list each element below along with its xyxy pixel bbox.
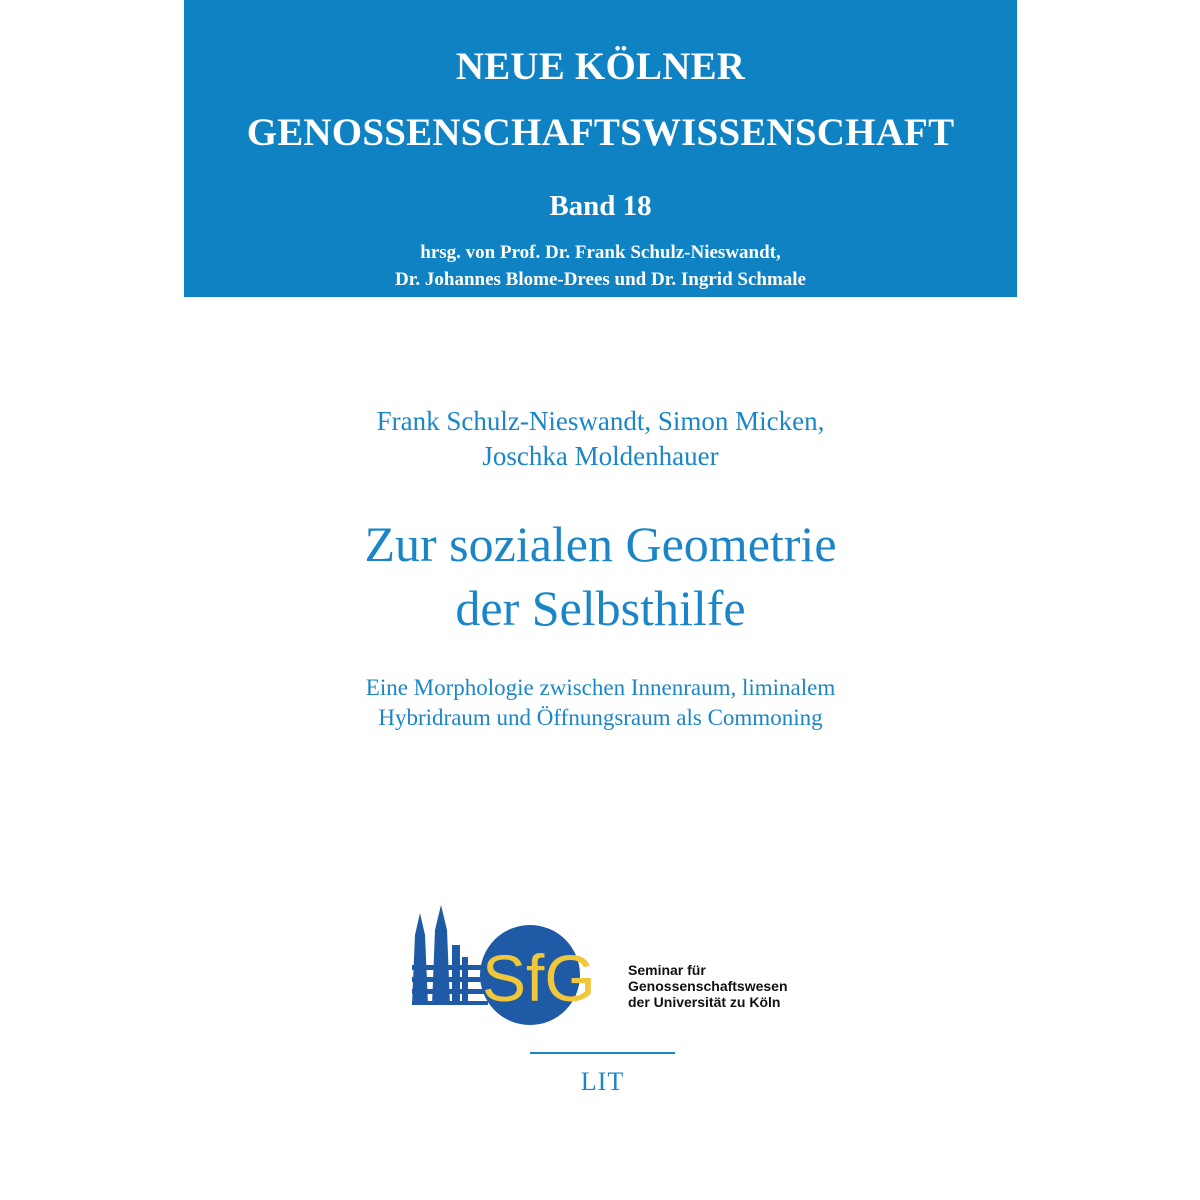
- series-banner: [184, 0, 1017, 297]
- sfg-mark: SfG: [482, 941, 596, 1015]
- editors-line-1: hrsg. von Prof. Dr. Frank Schulz-Nieswandt,: [420, 242, 781, 263]
- seminar-line-3: der Universität zu Köln: [628, 994, 781, 1010]
- book-subtitle: [184, 673, 1017, 733]
- subtitle-line-1: Eine Morphologie zwischen Innenraum, liminalem: [365, 675, 836, 700]
- editors-line-2: Dr. Johannes Blome-Drees und Dr. Ingrid Schmale: [394, 269, 806, 290]
- authors: [184, 404, 1017, 474]
- title-line-2: der Selbsthilfe: [455, 580, 746, 636]
- volume-number: Band 18: [549, 190, 652, 222]
- subtitle-line-2: Hybridraum und Öffnungsraum als Commoning: [378, 705, 823, 730]
- publisher-divider: [530, 1052, 675, 1054]
- series-title-line-2: GENOSSENSCHAFTSWISSENSCHAFT: [246, 111, 955, 154]
- book-title: [184, 512, 1017, 640]
- publisher-name: LIT: [580, 1067, 625, 1096]
- series-title-line-1: NEUE KÖLNER: [455, 45, 746, 88]
- authors-line-1: Frank Schulz-Nieswandt, Simon Micken,: [376, 406, 825, 436]
- seminar-line-2: Genossenschaftswesen: [628, 978, 788, 994]
- book-cover: [184, 0, 1017, 1200]
- seminar-name: [628, 962, 788, 1010]
- seminar-line-1: Seminar für: [628, 962, 706, 978]
- authors-line-2: Joschka Moldenhauer: [482, 441, 719, 471]
- title-line-1: Zur sozialen Geometrie: [364, 516, 837, 572]
